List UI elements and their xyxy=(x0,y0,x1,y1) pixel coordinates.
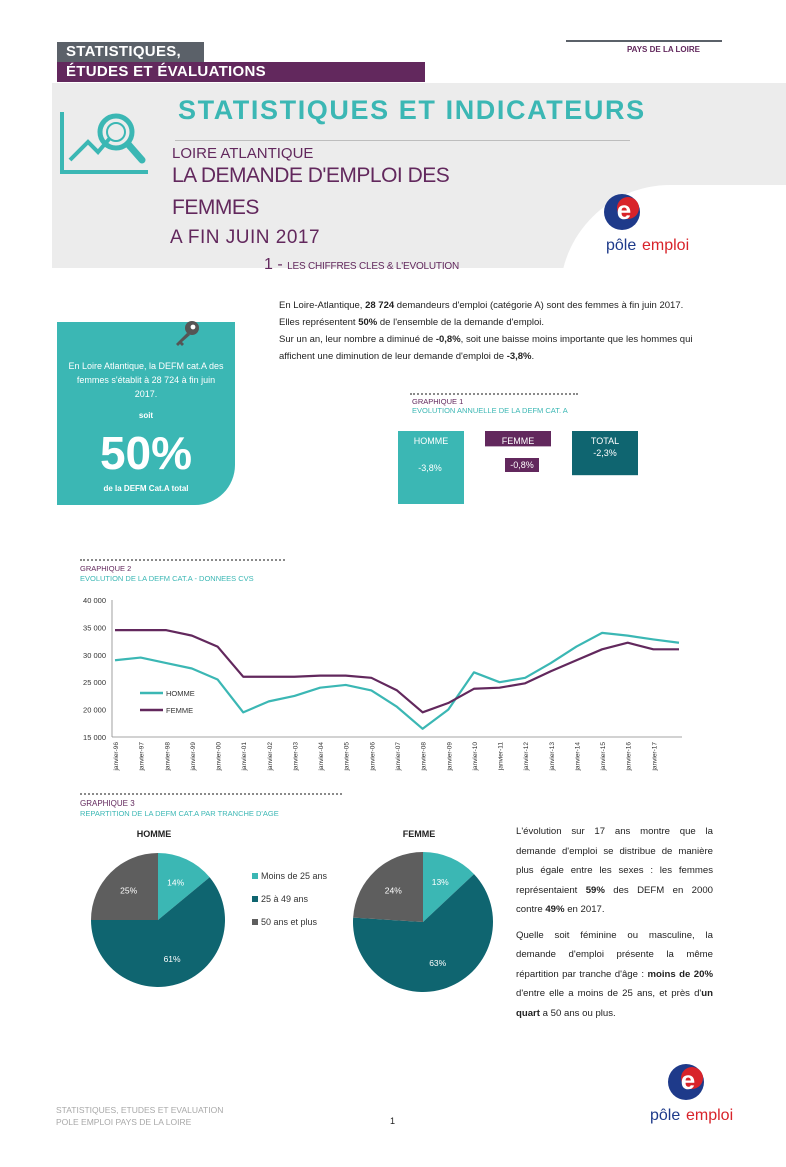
graph3-legend-swatch xyxy=(252,873,258,879)
subtitle-main: LA DEMANDE D'EMPLOI DES FEMMES xyxy=(172,164,450,219)
page-title: STATISTIQUES ET INDICATEURS xyxy=(178,95,646,125)
footer-logo-text-emploi: emploi xyxy=(686,1107,734,1124)
section-number: 1 - xyxy=(264,256,283,273)
graph2-x-tick-label: janvier-98 xyxy=(164,742,172,771)
graph3-chart xyxy=(80,822,510,1002)
graph1-category-label: TOTAL xyxy=(590,436,620,446)
brand-title xyxy=(66,42,266,82)
region-label: PAYS DE LA LOIRE xyxy=(626,45,700,54)
graph1-category-label: HOMME xyxy=(413,436,449,446)
graph1-value-label: -2,3% xyxy=(593,448,617,458)
section-1-heading xyxy=(264,256,459,274)
graph2-legend-label: FEMME xyxy=(166,706,194,715)
intro-text: En Loire-Atlantique, 28 724 demandeurs d'emploi (catégorie A) sont des femmes à fin juin 2017. Elles représentent 50% de l'ensemble de la demande d'emploi. Sur un an, leur nombre a diminué de -0,8%, soit une baisse moins importante que les hommes qui affichent une diminution de leur demande d'emploi de -3,8%. xyxy=(279,300,693,362)
card-subtitle: de la DEFM Cat.A total xyxy=(103,484,189,493)
graph2-x-tick-label: janvier-11 xyxy=(497,742,505,771)
graph2-x-tick-label: janvier-06 xyxy=(369,742,377,771)
graph2-x-tick-label: janvier-01 xyxy=(241,742,249,771)
graph2-legend-label: HOMME xyxy=(166,689,195,698)
card-text: En Loire Atlantique, la DEFM cat.A des femmes s'établit à 28 724 à fin juin 2017. xyxy=(68,361,224,399)
card-soit: soit xyxy=(138,411,154,420)
graph3-title: GRAPHIQUE 3 xyxy=(80,799,135,808)
page-number: 1 xyxy=(390,1116,396,1126)
pole-emploi-logo-footer xyxy=(640,1060,740,1130)
graph3-legend-label: Moins de 25 ans xyxy=(261,871,328,881)
graph3-pie-title: FEMME xyxy=(402,829,436,839)
graph2-x-tick-label: janvier-17 xyxy=(651,742,659,771)
graph1-chart xyxy=(395,425,670,505)
graph3-slice-label: 63% xyxy=(429,957,447,968)
brand-line-2: ÉTUDES ET ÉVALUATIONS xyxy=(66,63,266,80)
graph2-y-tick-label: 35 000 xyxy=(83,623,106,633)
graph2-rule xyxy=(80,559,285,561)
graph2-title: GRAPHIQUE 2 xyxy=(80,564,132,573)
graph2-x-tick-label: janvier-00 xyxy=(215,742,223,771)
graph2-subtitle: EVOLUTION DE LA DEFM CAT.A - DONNEES CVS xyxy=(80,574,254,583)
graph3-legend-label: 50 ans et plus xyxy=(261,917,318,927)
graph2-x-tick-label: janvier-04 xyxy=(318,742,326,771)
brand-line-1: STATISTIQUES, xyxy=(66,43,182,60)
graph2-x-tick-label: janvier-08 xyxy=(420,742,428,771)
title-rule xyxy=(175,140,630,141)
graph3-slice-label: 61% xyxy=(163,954,181,965)
card-percent: 50% xyxy=(99,427,193,479)
graph1-rule xyxy=(410,393,578,395)
graph2-y-tick-label: 25 000 xyxy=(83,678,106,688)
graph2-y-tick-label: 15 000 xyxy=(83,733,106,742)
subtitle-date: A FIN JUIN 2017 xyxy=(170,227,321,248)
graph3-rule xyxy=(80,793,342,795)
key-icon xyxy=(172,318,202,348)
section-label: LES CHIFFRES CLES & L'EVOLUTION xyxy=(287,261,459,272)
footer-line-2: POLE EMPLOI PAYS DE LA LOIRE xyxy=(56,1117,192,1127)
svg-text:e: e xyxy=(680,1065,696,1095)
graph3-slice-label: 25% xyxy=(120,885,138,896)
graph2-x-tick-label: janvier-07 xyxy=(395,742,402,771)
footer-logo-text-pole: pôle xyxy=(650,1107,681,1124)
graph2-series-homme xyxy=(115,633,679,729)
graph2-x-tick-label: janvier-14 xyxy=(574,742,582,771)
graph2-chart xyxy=(70,590,690,790)
graph2-x-tick-label: janvier-99 xyxy=(189,742,197,771)
graph3-pie-title: HOMME xyxy=(136,829,172,839)
pole-emploi-logo xyxy=(586,190,696,260)
graph3-slice-label: 13% xyxy=(431,877,449,888)
graph3-legend-swatch xyxy=(252,896,258,902)
graph2-x-tick-label: janvier-05 xyxy=(343,742,351,771)
graph2-x-tick-label: janvier-96 xyxy=(113,742,120,771)
footer-line-1: STATISTIQUES, ETUDES ET EVALUATION xyxy=(56,1105,224,1115)
graph3-subtitle: REPARTITION DE LA DEFM CAT.A PAR TRANCHE D'AGE xyxy=(80,809,279,818)
graph1-category-label: FEMME xyxy=(501,436,535,446)
subtitle-region: LOIRE ATLANTIQUE xyxy=(172,145,314,162)
magnifier-chart-icon xyxy=(58,108,150,178)
graph2-x-tick-label: janvier-03 xyxy=(292,742,300,771)
graph2-x-tick-label: janvier-02 xyxy=(266,742,274,771)
region-rule xyxy=(566,40,722,42)
svg-text:e: e xyxy=(616,195,632,225)
graph3-slice-label: 14% xyxy=(167,877,185,888)
graph2-x-tick-label: janvier-09 xyxy=(446,742,454,771)
graph2-x-tick-label: janvier-16 xyxy=(625,742,633,771)
graph3-slice-label: 24% xyxy=(384,885,402,896)
graph2-x-tick-label: janvier-10 xyxy=(471,742,479,771)
graph1-value-label: -3,8% xyxy=(418,463,442,473)
analysis-text: L'évolution sur 17 ans montre que la demande d'emploi se distribue de manière plus égale entre les sexes : les femmes représentaient 59% des DEFM en 2000 contre 49% en 2017. Quelle soit féminine ou masculine, la demande d'emploi présente la même répartition par tranche d'âge : moins de 20% d'entre elle a moins de 25 ans, et près d'un quart a 50 ans ou plus. xyxy=(516,826,714,1019)
graph2-y-tick-label: 20 000 xyxy=(83,705,106,715)
graph2-x-tick-label: janvier-97 xyxy=(138,742,146,771)
graph2-x-tick-label: janvier-12 xyxy=(523,742,531,771)
logo-text-pole: pôle xyxy=(606,237,637,254)
footer-text xyxy=(56,1104,223,1128)
graph1-subtitle: EVOLUTION ANNUELLE DE LA DEFM CAT. A xyxy=(412,406,568,415)
graph3-legend-swatch xyxy=(252,919,258,925)
graph2-y-tick-label: 40 000 xyxy=(83,596,106,605)
graph1-value-label: -0,8% xyxy=(510,460,534,470)
graph2-x-tick-label: janvier-15 xyxy=(600,742,608,771)
graph2-y-tick-label: 30 000 xyxy=(83,650,106,660)
graph3-legend-label: 25 à 49 ans xyxy=(261,894,309,904)
graph1-title: GRAPHIQUE 1 xyxy=(412,397,464,406)
logo-text-emploi: emploi xyxy=(642,237,690,254)
graph2-x-tick-label: janvier-13 xyxy=(548,742,556,771)
